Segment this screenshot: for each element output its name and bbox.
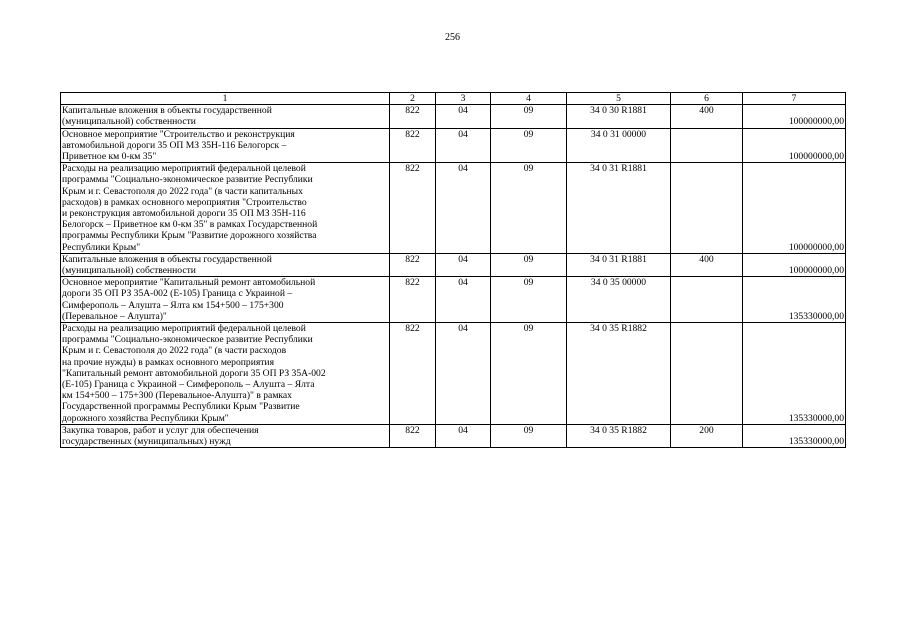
row-name-cell — [61, 105, 390, 128]
ministry-code-cell: 822 — [390, 253, 436, 276]
row-name-line: программы "Социально-экономическое развитие Республики — [62, 174, 313, 186]
section-code-cell: 04 — [436, 105, 491, 128]
row-name-line: (Е-105) Граница с Украиной – Симферополь – Алушта – Ялта — [62, 379, 315, 391]
expense-type-cell — [671, 163, 743, 254]
row-name-line: Крым и г. Севастополя до 2022 года" (в части капитальных — [62, 185, 303, 197]
table-row — [61, 128, 846, 163]
expense-type-cell: 400 — [671, 253, 743, 276]
ministry-code-cell: 822 — [390, 277, 436, 323]
subsection-code-cell: 09 — [491, 253, 567, 276]
expense-type-cell — [671, 128, 743, 163]
header-cell-5: 5 — [567, 93, 671, 105]
ministry-code-cell: 822 — [390, 323, 436, 425]
row-name-line: Крым и г. Севастополя до 2022 года" (в части расходов — [62, 345, 287, 357]
expense-type-cell: 400 — [671, 105, 743, 128]
target-article-cell: 34 0 35 R1882 — [567, 424, 671, 447]
ministry-code-cell: 822 — [390, 128, 436, 163]
amount-cell: 100000000,00 — [743, 128, 846, 163]
row-name-line: государственных (муниципальных) нужд — [62, 436, 231, 448]
row-name-cell — [61, 128, 390, 163]
subsection-code-cell: 09 — [491, 105, 567, 128]
table-row — [61, 424, 846, 447]
ministry-code-cell: 822 — [390, 163, 436, 254]
row-name-line: (муниципальной) собственности — [62, 116, 196, 128]
header-cell-2: 2 — [390, 93, 436, 105]
section-code-cell: 04 — [436, 277, 491, 323]
row-name-line: Основное мероприятие "Строительство и реконструкция — [62, 128, 295, 140]
target-article-cell: 34 0 35 00000 — [567, 277, 671, 323]
row-name-line: Расходы на реализацию мероприятий федеральной целевой — [62, 323, 306, 335]
target-article-cell: 34 0 31 00000 — [567, 128, 671, 163]
target-article-cell: 34 0 31 R1881 — [567, 253, 671, 276]
row-name-line: Приветное км 0-км 35" — [62, 151, 157, 163]
row-name-line: Капитальные вложения в объекты государственной — [62, 253, 272, 265]
expense-type-cell: 200 — [671, 424, 743, 447]
table-body — [61, 105, 846, 448]
table-row — [61, 163, 846, 254]
section-code-cell: 04 — [436, 424, 491, 447]
table-header-row — [61, 93, 846, 105]
row-name-line: программы "Социально-экономическое развитие Республики — [62, 334, 313, 346]
table-row — [61, 277, 846, 323]
amount-cell: 135330000,00 — [743, 277, 846, 323]
section-code-cell: 04 — [436, 323, 491, 425]
row-name-line: Республики Крым" — [62, 241, 141, 253]
row-name-line: и реконструкция автомобильной дороги 35 ОП МЗ 35Н-116 — [62, 208, 306, 220]
subsection-code-cell: 09 — [491, 424, 567, 447]
expense-type-cell — [671, 323, 743, 425]
row-name-line: Основное мероприятие "Капитальный ремонт автомобильной — [62, 277, 316, 289]
row-name-line: программы Республики Крым "Развитие дорожного хозяйства — [62, 230, 317, 242]
header-cell-7: 7 — [743, 93, 846, 105]
subsection-code-cell: 09 — [491, 323, 567, 425]
row-name-line: Закупка товаров, работ и услуг для обеспечения — [62, 424, 259, 436]
ministry-code-cell: 822 — [390, 424, 436, 447]
section-code-cell: 04 — [436, 163, 491, 254]
row-name-line: Симферополь – Алушта – Ялта км 154+500 – 175+300 — [62, 299, 284, 311]
row-name-cell — [61, 424, 390, 447]
amount-cell: 100000000,00 — [743, 253, 846, 276]
table-row — [61, 253, 846, 276]
header-cell-4: 4 — [491, 93, 567, 105]
row-name-line: дороги 35 ОП РЗ 35А-002 (Е-105) Граница с Украиной – — [62, 288, 293, 300]
budget-table — [60, 92, 846, 448]
ministry-code-cell: 822 — [390, 105, 436, 128]
row-name-line: дорожного хозяйства Республики Крым" — [62, 412, 229, 424]
table-row — [61, 105, 846, 128]
row-name-line: Расходы на реализацию мероприятий федеральной целевой — [62, 163, 306, 175]
target-article-cell: 34 0 30 R1881 — [567, 105, 671, 128]
header-cell-6: 6 — [671, 93, 743, 105]
expense-type-cell — [671, 277, 743, 323]
subsection-code-cell: 09 — [491, 128, 567, 163]
row-name-line: расходов) в рамках основного мероприятия "Строительство — [62, 196, 307, 208]
row-name-cell — [61, 277, 390, 323]
row-name-cell — [61, 163, 390, 254]
row-name-line: (муниципальной) собственности — [62, 265, 196, 277]
row-name-line: Государственной программы Республики Крым "Развитие — [62, 401, 300, 413]
row-name-line: Белогорск – Приветное км 0-км 35" в рамках Государственной — [62, 219, 318, 231]
row-name-line: "Капитальный ремонт автомобильной дороги 35 ОП РЗ 35А-002 — [62, 367, 326, 379]
row-name-line: км 154+500 – 175+300 (Перевальное-Алушта)" в рамках — [62, 390, 292, 402]
header-cell-1: 1 — [61, 93, 390, 105]
header-cell-3: 3 — [436, 93, 491, 105]
subsection-code-cell: 09 — [491, 277, 567, 323]
target-article-cell: 34 0 31 R1881 — [567, 163, 671, 254]
section-code-cell: 04 — [436, 253, 491, 276]
row-name-cell — [61, 323, 390, 425]
amount-cell: 100000000,00 — [743, 163, 846, 254]
row-name-line: (Перевальное – Алушта)" — [62, 310, 167, 322]
row-name-line: на прочие нужды) в рамках основного мероприятия — [62, 356, 274, 368]
amount-cell: 135330000,00 — [743, 323, 846, 425]
amount-cell: 135330000,00 — [743, 424, 846, 447]
row-name-cell — [61, 253, 390, 276]
target-article-cell: 34 0 35 R1882 — [567, 323, 671, 425]
row-name-line: Капитальные вложения в объекты государственной — [62, 105, 272, 117]
section-code-cell: 04 — [436, 128, 491, 163]
amount-cell: 100000000,00 — [743, 105, 846, 128]
table-row — [61, 323, 846, 425]
subsection-code-cell: 09 — [491, 163, 567, 254]
page-number: 256 — [445, 32, 460, 43]
row-name-line: автомобильной дороги 35 ОП МЗ 35Н-116 Белогорск – — [62, 139, 287, 151]
